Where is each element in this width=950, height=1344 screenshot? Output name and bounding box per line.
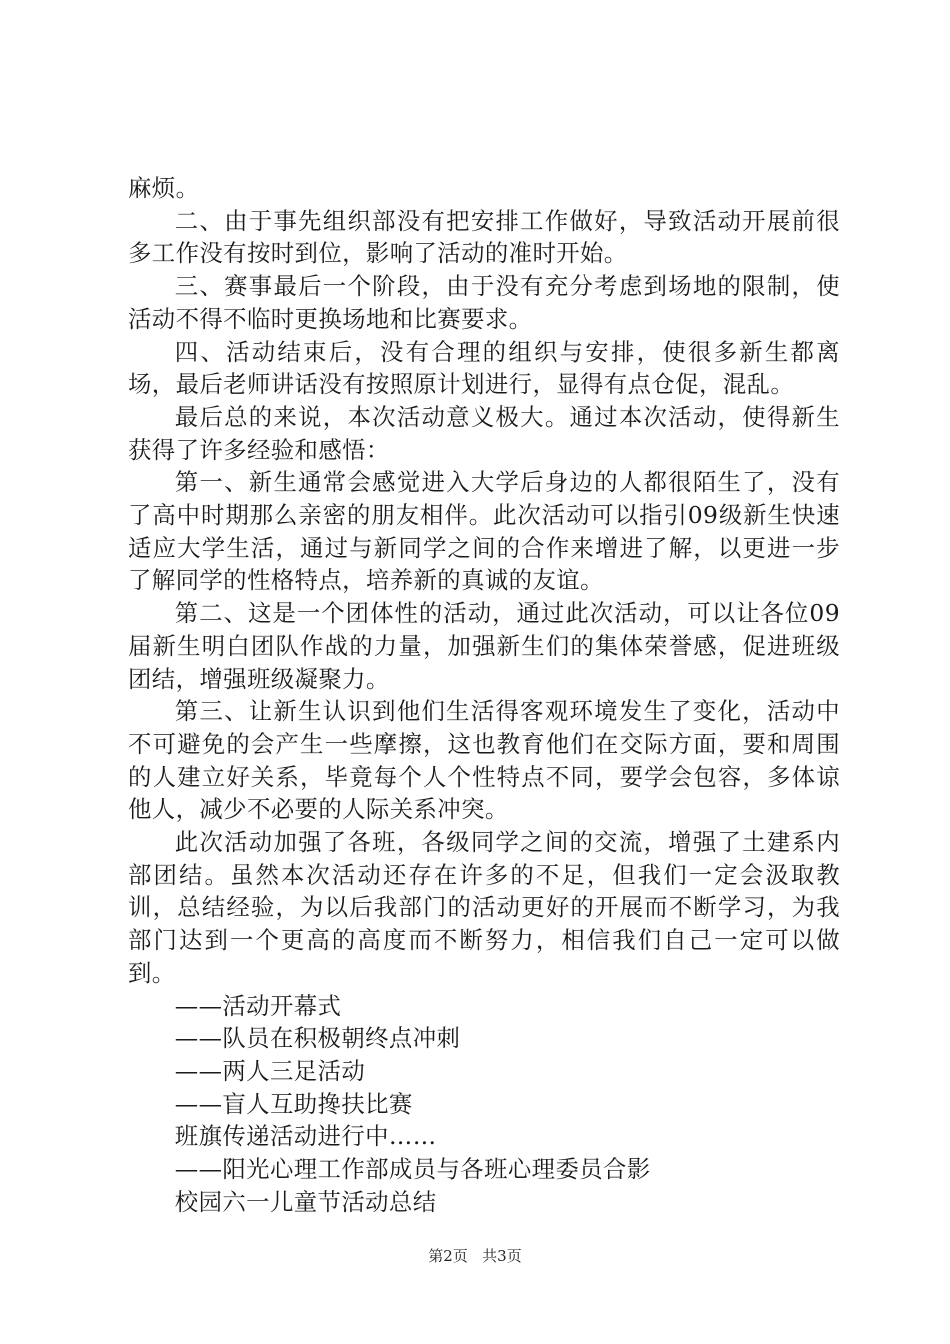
caption-line: ——盲人互助搀扶比赛 xyxy=(174,1089,413,1118)
paragraph: 第二、这是一个团体性的活动，通过此次活动，可以让各位09届新生明白团队作战的力量，加强新生们的集体荣誉感，促进班级团结，增强班级凝聚力。 xyxy=(128,599,840,693)
paragraph: 最后总的来说，本次活动意义极大。通过本次活动，使得新生获得了许多经验和感悟： xyxy=(128,402,840,464)
caption-line: ——队员在积极朝终点冲刺 xyxy=(174,1024,461,1053)
caption-line: ——两人三足活动 xyxy=(174,1056,366,1085)
caption-line: ——阳光心理工作部成员与各班心理委员合影 xyxy=(174,1155,651,1184)
paragraph: 第三、让新生认识到他们生活得客观环境发生了变化，活动中不可避免的会产生一些摩擦，这也教育他们在交际方面，要和周围的人建立好关系，毕竟每个人个性特点不同，要学会包容，多体谅他人，减少不必要的人际关系冲突。 xyxy=(128,697,840,824)
paragraph: 二、由于事先组织部没有把安排工作做好，导致活动开展前很多工作没有按时到位，影响了活动的准时开始。 xyxy=(128,206,840,268)
caption-line: 班旗传递活动进行中…… xyxy=(174,1122,437,1151)
document-body xyxy=(128,172,840,1219)
section-title: 校园六一儿童节活动总结 xyxy=(174,1187,437,1216)
paragraph: 四、活动结束后，没有合理的组织与安排，使很多新生都离场，最后老师讲话没有按照原计划进行，显得有点仓促，混乱。 xyxy=(128,337,840,399)
page-footer xyxy=(0,1246,950,1266)
footer-spacer xyxy=(473,1247,478,1265)
caption-line: ——活动开幕式 xyxy=(174,991,342,1020)
paragraph: 此次活动加强了各班，各级同学之间的交流，增强了土建系内部团结。虽然本次活动还存在许多的不足，但我们一定会汲取教训，总结经验，为以后我部门的活动更好的开展而不断学习，为我部门达到一个更高的高度而不断努力，相信我们自己一定可以做到。 xyxy=(128,828,840,987)
paragraph: 麻烦。 xyxy=(128,174,200,202)
page-total: 共3页 xyxy=(482,1247,522,1265)
page-number: 第2页 xyxy=(428,1247,468,1265)
paragraph: 第一、新生通常会感觉进入大学后身边的人都很陌生了，没有了高中时期那么亲密的朋友相伴。此次活动可以指引09级新生快速适应大学生活，通过与新同学之间的合作来增进了解，以更进一步了解同学的性格特点，培养新的真诚的友谊。 xyxy=(128,468,840,595)
paragraph: 三、赛事最后一个阶段，由于没有充分考虑到场地的限制，使活动不得不临时更换场地和比赛要求。 xyxy=(128,272,840,333)
